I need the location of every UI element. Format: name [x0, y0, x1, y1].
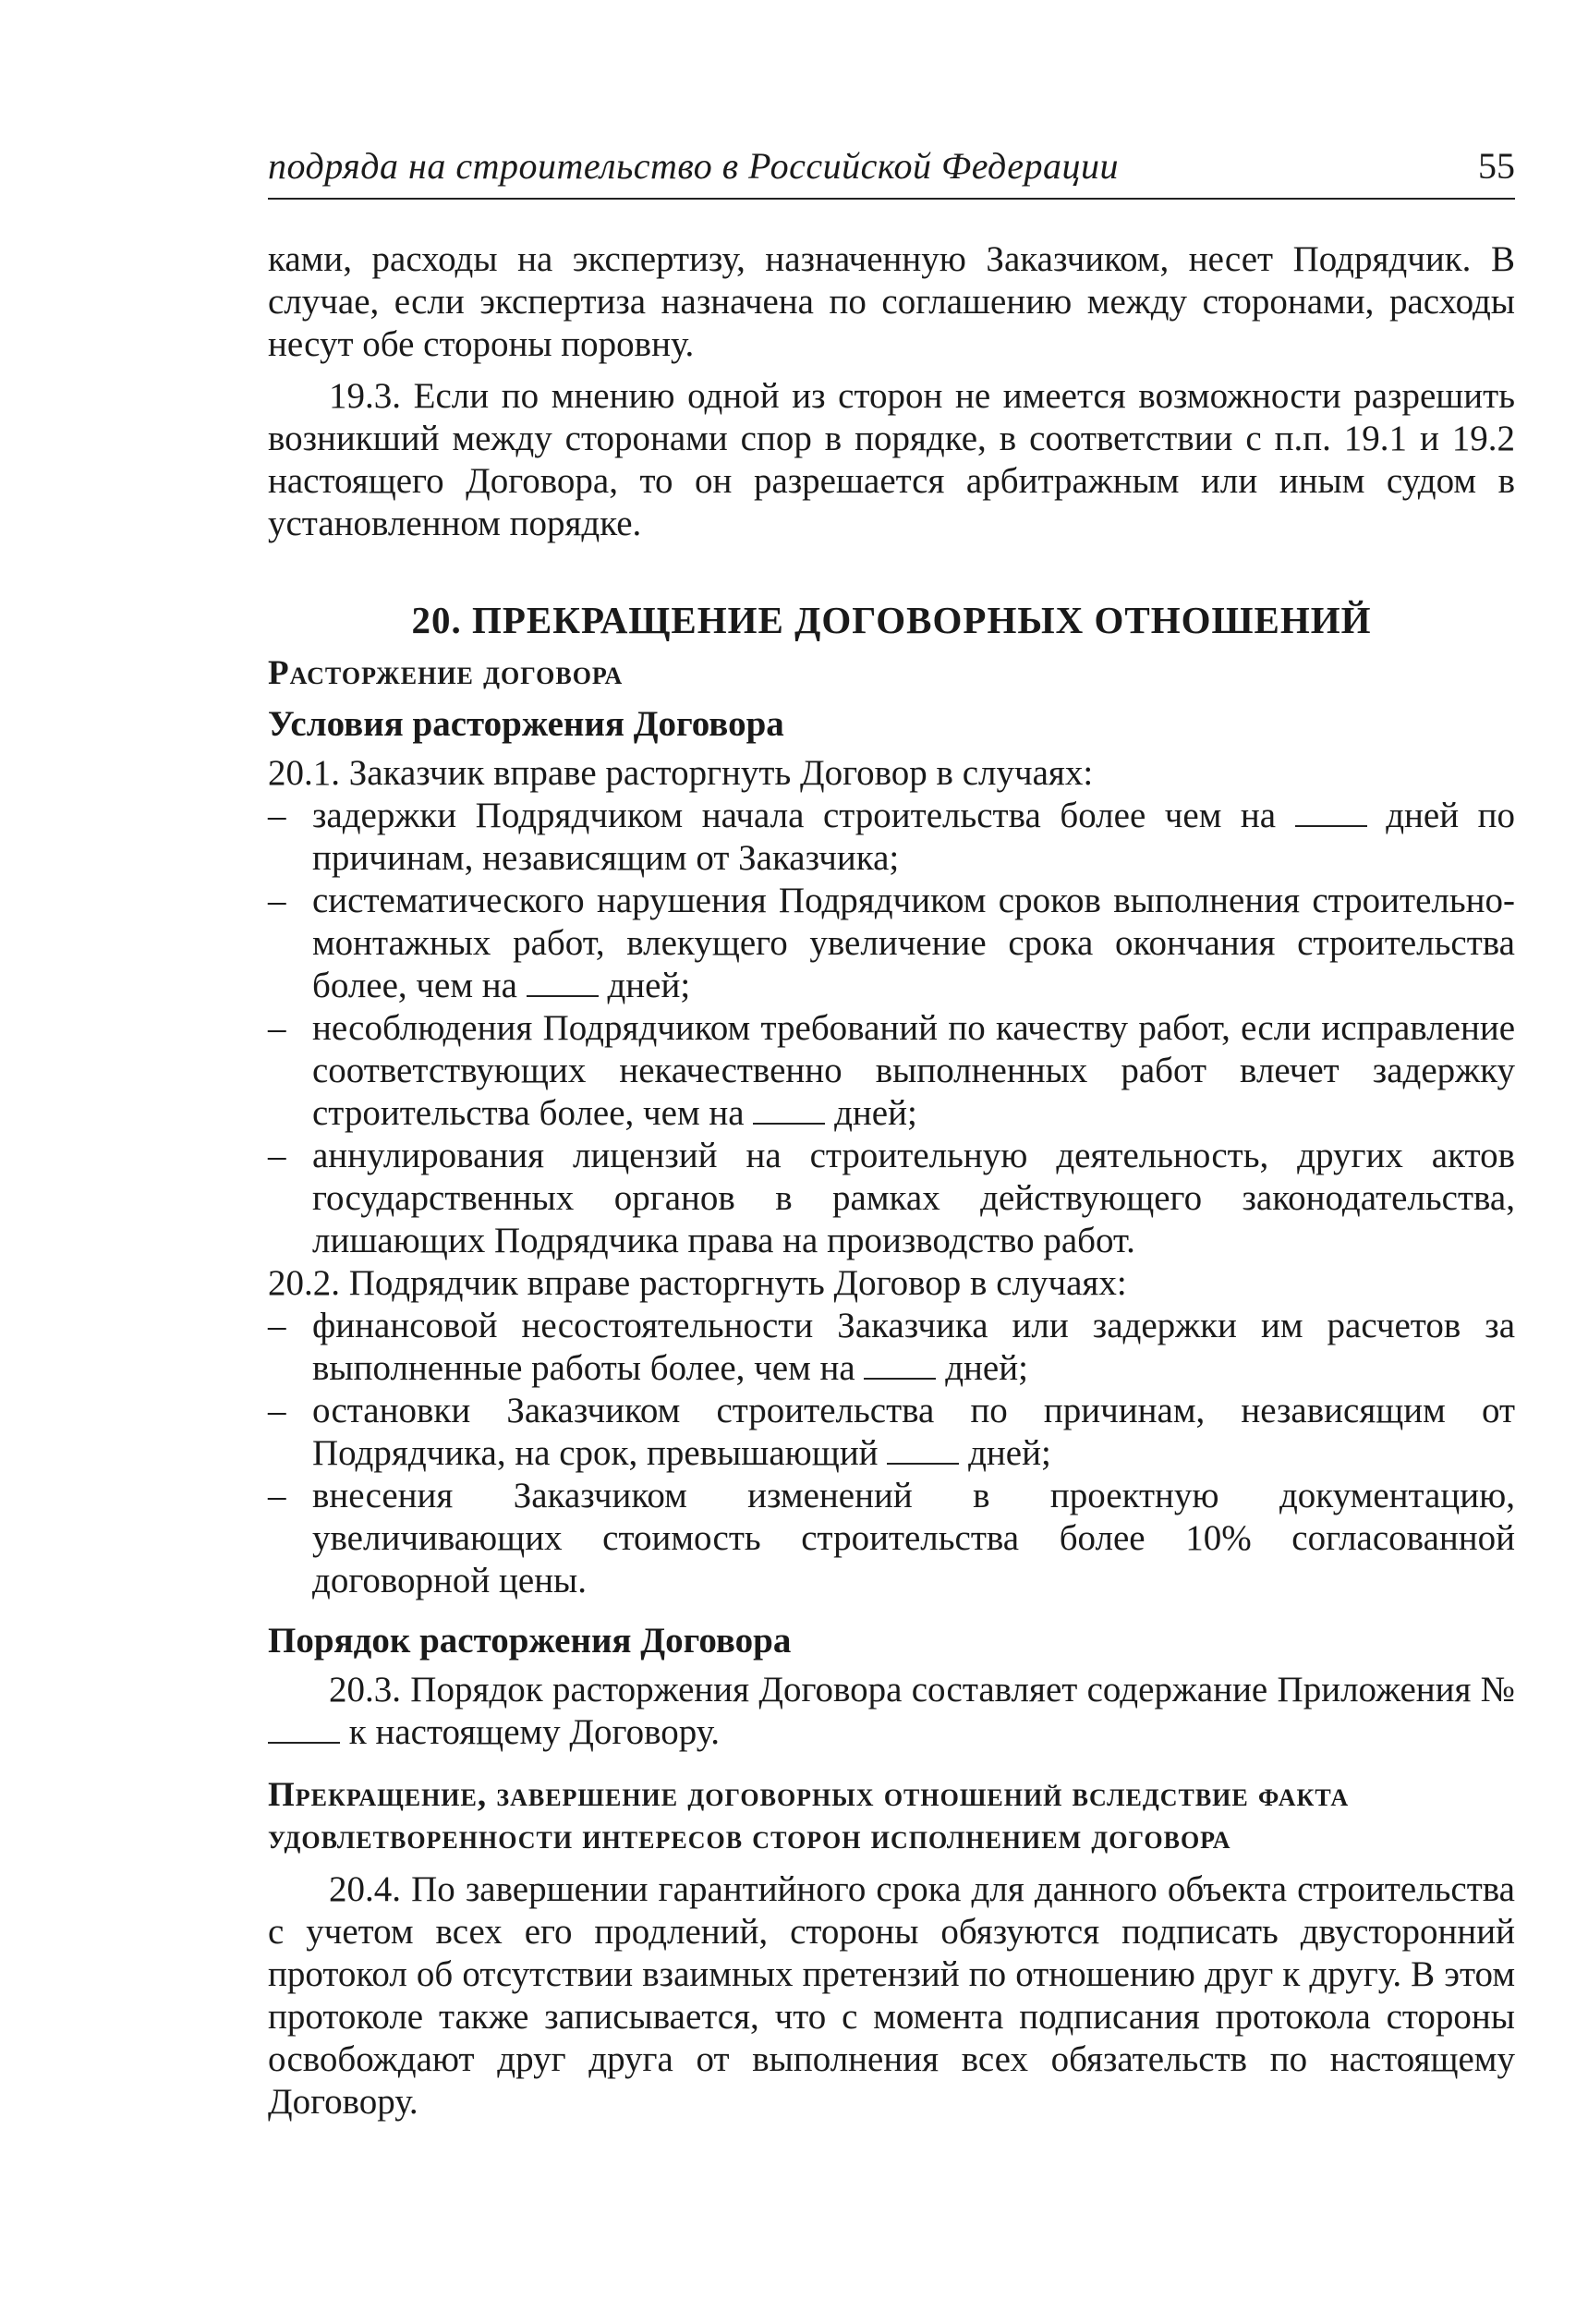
- subheading-procedure: Порядок расторжения Договора: [268, 1621, 792, 1661]
- list-item: [268, 880, 1515, 1007]
- list-item-text: дней по причинам, независящим от Заказчика;: [312, 796, 1516, 878]
- paragraph-20-3: [268, 1669, 1515, 1754]
- list-item: [268, 1007, 1515, 1135]
- dash-marker: –: [268, 1306, 286, 1345]
- dash-marker: –: [268, 1476, 286, 1515]
- list-item: [268, 1135, 1515, 1262]
- list-item-text: аннулирования лицензий на строительную деятельность, других актов государственных органов в рамках действующего законодательства, лишающих Подрядчика права на производство работ.: [312, 1136, 1515, 1260]
- list-item-text: задержки Подрядчиком начала строительства более чем на: [312, 796, 1277, 835]
- list-item-text: дней;: [945, 1348, 1028, 1388]
- list-20-1: [268, 795, 1515, 1262]
- list-item: [268, 795, 1515, 880]
- section-20-title: 20. ПРЕКРАЩЕНИЕ ДОГОВОРНЫХ ОТНОШЕНИЙ: [411, 599, 1372, 641]
- list-item-text: несоблюдения Подрядчиком требований по качеству работ, если исправление соответствующих некачественно выполненных работ влечет задержку строительства более, чем на: [312, 1008, 1515, 1133]
- dash-marker: –: [268, 1391, 286, 1430]
- running-header: [268, 139, 1515, 200]
- list-item: [268, 1305, 1515, 1390]
- paragraph-20-4: 20.4. По завершении гарантийного срока для данного объекта строительства с учетом всех его продлений, стороны обязуются подписать двусторонний протокол об отсутствии взаимных претензий по отношению друг к другу. В этом протоколе также записывается, что с момента подписания протокола стороны освобождают друг друга от выполнения всех обязательств по настоящему Договору.: [268, 1869, 1515, 2122]
- page-number: 55: [1478, 145, 1515, 187]
- subheading-completion: Прекращение, завершение договорных отношений вследствие факта удовлетворенности интересов сторон исполнением договора: [268, 1776, 1350, 1856]
- list-item-text: остановки Заказчиком строительства по причинам, независящим от Подрядчика, на срок, превышающий: [312, 1391, 1515, 1473]
- paragraph-20-2: 20.2. Подрядчик вправе расторгнуть Договор в случаях:: [268, 1263, 1127, 1303]
- paragraph-19-3: 19.3. Если по мнению одной из сторон не имеется возможности разрешить возникший между сторонами спор в порядке, в соответствии с п.п. 19.1 и 19.2 настоящего Договора, то он разрешается арбитражным или иным судом в установленном порядке.: [268, 376, 1515, 543]
- list-item-text: дней;: [607, 966, 691, 1005]
- list-item-text: дней;: [968, 1433, 1051, 1473]
- dash-marker: –: [268, 881, 286, 920]
- subheading-termination: Расторжение договора: [268, 654, 624, 692]
- fill-blank: [864, 1350, 936, 1380]
- fill-blank: [527, 967, 599, 997]
- dash-marker: –: [268, 1136, 286, 1175]
- list-item-text: финансовой несостоятельности Заказчика или задержки им расчетов за выполненные работы более, чем на: [312, 1306, 1515, 1388]
- paragraph-20-3-text: к настоящему Договору.: [348, 1712, 721, 1752]
- dash-marker: –: [268, 1008, 286, 1048]
- paragraph-20-3-text: 20.3. Порядок расторжения Договора составляет содержание Приложения №: [329, 1670, 1515, 1710]
- list-item-text: внесения Заказчиком изменений в проектную документацию, увеличивающих стоимость строительства более 10% согласованной договорной цены.: [312, 1476, 1515, 1600]
- list-item: [268, 1475, 1515, 1602]
- fill-blank: [753, 1095, 825, 1125]
- running-title: подряда на строительство в Российской Федерации: [268, 145, 1119, 187]
- list-20-2: [268, 1305, 1515, 1602]
- fill-blank: [268, 1714, 340, 1744]
- list-item-text: систематического нарушения Подрядчиком сроков выполнения строительно-монтажных работ, влекущего увеличение срока окончания строительства более, чем на: [312, 881, 1515, 1005]
- list-item-text: дней;: [834, 1093, 917, 1133]
- fill-blank: [1295, 797, 1367, 827]
- dash-marker: –: [268, 796, 286, 835]
- paragraph-20-1: 20.1. Заказчик вправе расторгнуть Договор в случаях:: [268, 753, 1094, 793]
- document-page: [268, 139, 1515, 2123]
- list-item: [268, 1390, 1515, 1475]
- paragraph-continuation: ками, расходы на экспертизу, назначенную Заказчиком, несет Подрядчик. В случае, если экспертиза назначена по соглашению между сторонами, расходы несут обе стороны поровну.: [268, 239, 1515, 364]
- subheading-conditions: Условия расторжения Договора: [268, 704, 784, 744]
- fill-blank: [887, 1435, 959, 1465]
